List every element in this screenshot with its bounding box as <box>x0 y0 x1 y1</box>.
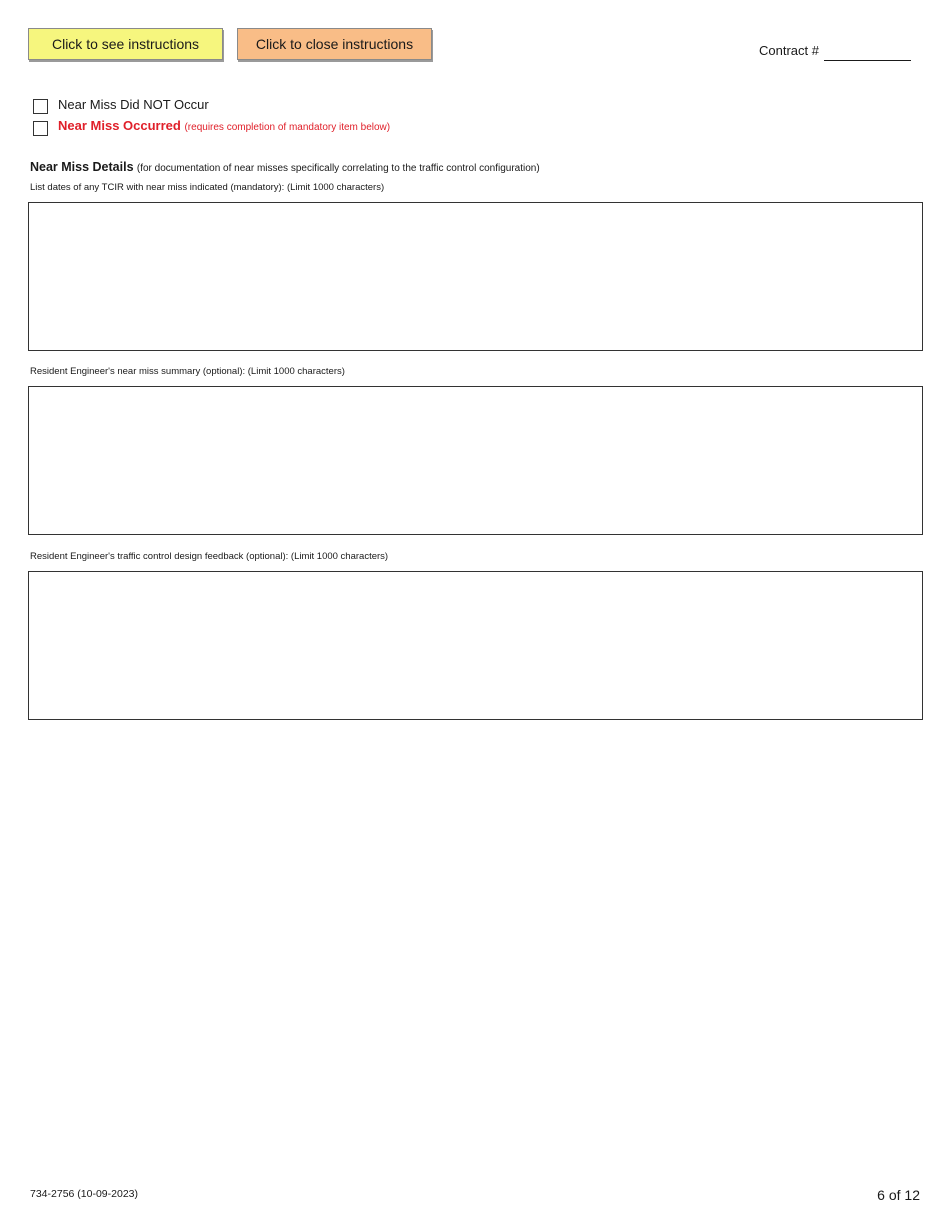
near-miss-occurred-label <box>58 118 390 133</box>
section-note: (for documentation of near misses specifically correlating to the traffic control configuration) <box>136 163 540 174</box>
near-miss-not-occur-label: Near Miss Did NOT Occur <box>58 97 209 112</box>
near-miss-not-occur-checkbox[interactable] <box>33 99 48 114</box>
section-title: Near Miss Details <box>30 160 134 174</box>
tcir-dates-textarea[interactable] <box>28 202 923 351</box>
near-miss-occurred-text: Near Miss Occurred <box>58 118 181 133</box>
near-miss-occurred-note: (requires completion of mandatory item below) <box>184 122 391 133</box>
see-instructions-button[interactable]: Click to see instructions <box>28 28 223 60</box>
contract-label: Contract # <box>759 43 819 58</box>
close-instructions-button[interactable]: Click to close instructions <box>237 28 432 60</box>
form-code: 734-2756 (10-09-2023) <box>30 1188 138 1200</box>
design-feedback-textarea[interactable] <box>28 571 923 720</box>
page-indicator: 6 of 12 <box>877 1187 920 1203</box>
near-miss-summary-textarea[interactable] <box>28 386 923 535</box>
near-miss-details-heading <box>30 160 540 174</box>
near-miss-summary-label: Resident Engineer's near miss summary (optional): (Limit 1000 characters) <box>30 366 345 377</box>
design-feedback-label: Resident Engineer's traffic control design feedback (optional): (Limit 1000 characters) <box>30 551 389 562</box>
tcir-dates-label: List dates of any TCIR with near miss indicated (mandatory): (Limit 1000 characters) <box>30 182 385 193</box>
contract-number-field[interactable] <box>824 60 911 61</box>
near-miss-occurred-checkbox[interactable] <box>33 121 48 136</box>
